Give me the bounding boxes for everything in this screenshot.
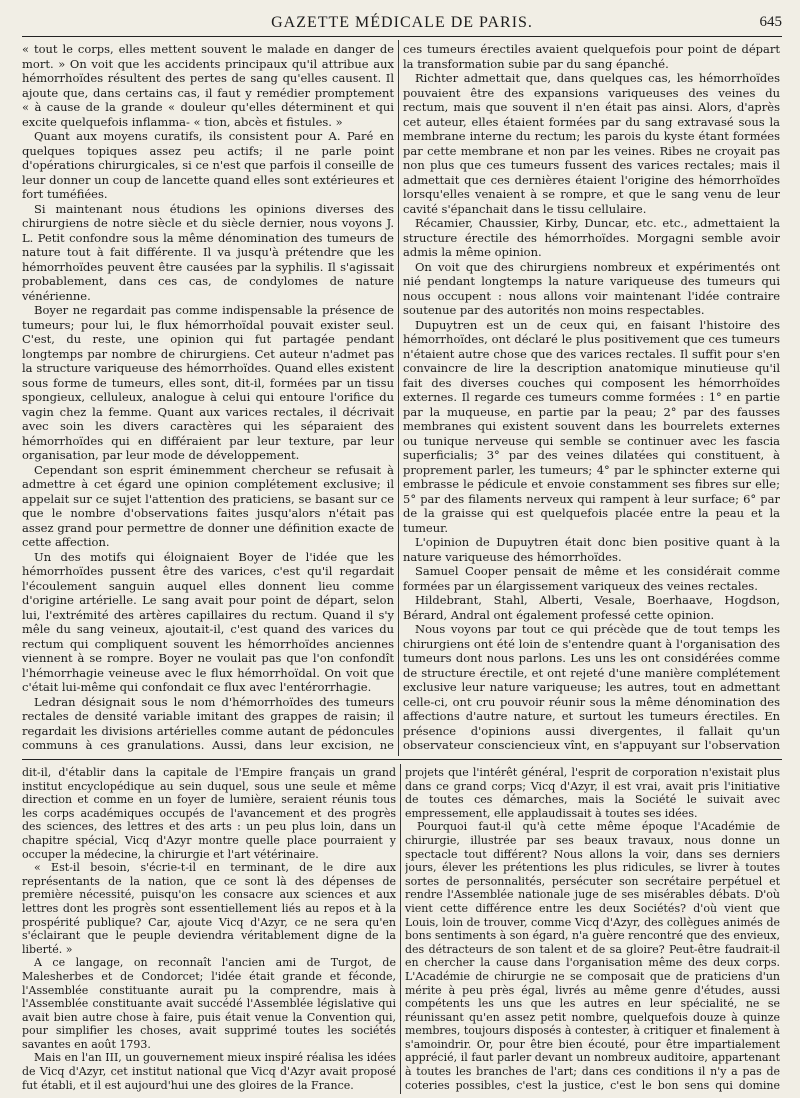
paragraph: « tout le corps, elles mettent souvent le malade en danger de mort. » On voit que les accidents principaux qu'il attribue aux hémorrhoïdes résultent des pertes de sang qu'elles causent. Il ajoute que, dans certains cas, il faut y remédier promptement « à cause de la grande « douleur qu'elles déterminent et qui excite quelquefois inflamma- « tion, abcès et fistules. »: [22, 42, 394, 129]
page-number: 645: [759, 14, 782, 30]
upper-left-column: [22, 42, 394, 754]
journal-title: GAZETTE MÉDICALE DE PARIS.: [271, 14, 533, 31]
paragraph: L'opinion de Dupuytren était donc bien positive quant à la nature variqueuse des hémorrhoïdes.: [403, 535, 780, 564]
paragraph: A ce langage, on reconnaît l'ancien ami de Turgot, de Malesherbes et de Condorcet; l'idée était grande et féconde, l'Assemblée constituante aurait pu la comprendre, mais à l'Assemblée constituante avait succédé l'Assemblée législative qui avait bien autre chose à faire, puis était venue la Convention qui, pour simplifier les choses, avait supprimé toutes les sociétés savantes en août 1793.: [22, 956, 396, 1051]
paragraph: Un des motifs qui éloignaient Boyer de l'idée que les hémorrhoïdes pussent être des varices, c'est qu'il regardait l'écoulement sanguin auquel elles donnent lieu comme d'origine artérielle. Le sang avait pour point de départ, selon lui, l'extrémité des artères capillaires du rectum. Quand il s'y mêle du sang veineux, ajoutait-il, c'est quand des varices du rectum qui compliquent souvent les hémorrhoïdes anciennes viennent à se rompre. Boyer ne voulait pas que l'on confondît l'hémorrhagie veineuse avec le flux hémorrhoïdal. On voit que c'était lui-même qui confondait ce flux avec l'entérorrhagie.: [22, 549, 394, 694]
paragraph: Mais en l'an III, un gouvernement mieux inspiré réalisa les idées de Vicq d'Azyr, cet institut national que Vicq d'Azyr avait proposé fut établi, et il est aujourd'hui une des gloires de la France.: [22, 1051, 396, 1092]
paragraph: projets que l'intérêt général, l'esprit de corporation n'existait plus dans ce grand corps; Vicq d'Azyr, il est vrai, avait pris l'initiative de toutes ces démarches, mais la Société le suivait avec empressement, elle applaudissait à toutes ses idées.: [405, 766, 780, 820]
lower-left-column: [22, 766, 396, 1092]
paragraph: Récamier, Chaussier, Kirby, Duncar, etc. etc., admettaient la structure érectile des hémorrhoïdes. Morgagni semble avoir admis la même opinion.: [403, 216, 780, 259]
paragraph: Dupuytren est un de ceux qui, en faisant l'histoire des hémorrhoïdes, ont déclaré le plus positivement que ces tumeurs n'étaient autre chose que des varices rectales. Il suffit pour s'en convaincre de lire la description anatomique minutieuse qu'il fait des diverses couches qui composent les hémorrhoïdes externes. Il regarde ces tumeurs comme formées : 1° en partie par la muqueuse, en partie par la peau; 2° par des fausses membranes qui existent souvent dans les bourrelets externes ou tunique nerveuse qui semble se continuer avec les fascia superficialis; 3° par des veines dilatées qui constituent, à proprement parler, les tumeurs; 4° par le sphincter externe qui embrasse le pédicule et envoie constamment ses fibres sur elle; 5° par des filaments nerveux qui rampent à leur surface; 6° par de la graisse qui est quelquefois placée entre la peau et la tumeur.: [403, 317, 780, 535]
column-divider-lower: [400, 764, 401, 1094]
section-separator: [22, 759, 782, 760]
column-divider: [398, 40, 399, 756]
paragraph: « Est-il besoin, s'écrie-t-il en terminant, de le dire aux représentants de la nation, que ce sont là des dépenses de première nécessité, puisqu'on les consacre aux sciences et aux lettres dont les progrès sont essentiellement liés au repos et à la prospérité publique? Car, ajoute Vicq d'Azyr, ce ne sera qu'en s'éclairant que le peuple deviendra véritablement digne de la liberté. »: [22, 861, 396, 956]
paragraph: On voit que des chirurgiens nombreux et expérimentés ont nié pendant longtemps la nature variqueuse des tumeurs qui nous occupent : nous allons voir maintenant l'idée contraire soutenue par des autorités non moins respectables.: [403, 259, 780, 317]
paragraph: Hildebrant, Stahl, Alberti, Vesale, Boerhaave, Hogdson, Bérard, Andral ont également professé cette opinion.: [403, 593, 780, 622]
header-rule: [22, 36, 782, 37]
paragraph: Nous voyons par tout ce qui précède que de tout temps les chirurgiens ont été loin de s'entendre quant à l'organisation des tumeurs dont nous parlons. Les uns les ont considérées comme de structure érectile, et ont rejeté d'une manière complétement exclusive leur nature variqueuse; les autres, tout en admettant celle-ci, ont cru pouvoir réunir sous la même dénomination des affections d'autre nature, et surtout les tumeurs érectiles. En présence d'opinions aussi divergentes, il fallait qu'un observateur consciencieux vînt, en s'appuyant sur l'observation: [403, 622, 780, 752]
paragraph: Ledran désignait sous le nom d'hémorrhoïdes des tumeurs rectales de densité variable imitant des grappes de raisin; il regardait les divisions artérielles comme autant de pédoncules communs à ces granulations. Aussi, dans leur excision, ne: [22, 694, 394, 752]
paragraph: dit-il, d'établir dans la capitale de l'Empire français un grand institut encyclopédique au sein duquel, sous une seule et même direction et comme en un foyer de lumière, seraient réunis tous les corps académiques occupés de l'avancement et des progrès des sciences, des lettres et des arts : un peu plus loin, dans un chapitre spécial, Vicq d'Azyr montre quelle place pourraient y occuper la médecine, la chirurgie et l'art vétérinaire.: [22, 766, 396, 861]
paragraph: Quant aux moyens curatifs, ils consistent pour A. Paré en quelques topiques assez peu actifs; il ne parle point d'opérations chirurgicales, si ce n'est que parfois il conseille de leur donner un coup de lancette quand elles sont extérieures et fort tuméfiées.: [22, 129, 394, 201]
paragraph: Si maintenant nous étudions les opinions diverses des chirurgiens de notre siècle et du siècle dernier, nous voyons J. L. Petit confondre sous la même dénomination des tumeurs de nature tout à fait différente. Il va jusqu'à prétendre que les hémorrhoïdes peuvent être causées par la syphilis. Il s'agissait probablement, dans ces cas, de condylomes de nature vénérienne.: [22, 201, 394, 303]
paragraph: Pourquoi faut-il qu'à cette même époque l'Académie de chirurgie, illustrée par ses beaux travaux, nous donne un spectacle tout différent? Nous allons la voir, dans ses derniers jours, élever les prétentions les plus ridicules, se livrer à toutes sortes de personnalités, persécuter son secrétaire perpétuel et rendre l'Assemblée nationale juge de ses misérables débats. D'où vient cette différence entre les deux Sociétés? d'où vient que Louis, loin de trouver, comme Vicq d'Azyr, des collègues animés de bons sentiments à son égard, n'a guère rencontré que des envieux, des détracteurs de son talent et de sa gloire? Peut-être faudrait-il en chercher la cause dans l'organisation même des deux corps. L'Académie de chirurgie ne se composait que de praticiens d'un mérite à peu près égal, livrés au même genre d'études, aussi compétents les uns que les autres en leur spécialité, ne se réunissant qu'en assez petit nombre, quelquefois douze à quinze membres, toujours disposés à contester, à critiquer et finalement à s'amoindrir. Or, pour être bien écouté, pour être impartialement apprécié, il faut parler devant un nombreux auditoire, appartenant à toutes les branches de l'art; dans ces conditions il n'y a pas de coteries possibles, c'est la justice, c'est le bon sens qui domine: [405, 820, 780, 1092]
paragraph: Richter admettait que, dans quelques cas, les hémorrhoïdes pouvaient être des expansions variqueuses des veines du rectum, mais que souvent il n'en était pas ainsi. Alors, d'après cet auteur, elles étaient formées par du sang extravasé sous la membrane interne du rectum; les parois du kyste étant formées par cette membrane et non par les veines. Ribes ne croyait pas non plus que ces tumeurs fussent des varices rectales; mais il admettait que ces dernières étaient l'origine des hémorrhoïdes lorsqu'elles venaient à se rompre, et que le sang venu de leur cavité s'épanchait dans le tissu cellulaire.: [403, 71, 780, 216]
upper-right-column: [403, 42, 780, 754]
paragraph: ces tumeurs érectiles avaient quelquefois pour point de départ la transformation subie par du sang épanché.: [403, 42, 780, 71]
lower-right-column: [405, 766, 780, 1092]
paragraph: Cependant son esprit éminemment chercheur se refusait à admettre à cet égard une opinion complétement exclusive; il appelait sur ce sujet l'attention des praticiens, se basant sur ce que le nombre d'observations faites jusqu'alors n'était pas assez grand pour permettre de donner une définition exacte de cette affection.: [22, 462, 394, 549]
paragraph: Samuel Cooper pensait de même et les considérait comme formées par un élargissement variqueux des veines rectales.: [403, 564, 780, 593]
paragraph: Boyer ne regardait pas comme indispensable la présence de tumeurs; pour lui, le flux hémorrhoïdal pouvait exister seul. C'est, du reste, une opinion qui fut partagée pendant longtemps par nombre de chirurgiens. Cet auteur n'admet pas la structure variqueuse des hémorrhoïdes. Quand elles existent sous forme de tumeurs, elles sont, dit-il, formées par un tissu spongieux, celluleux, analogue à celui qui entoure l'orifice du vagin chez la femme. Quant aux varices rectales, il décrivait avec soin les divers caractères qui les séparaient des hémorrhoïdes qui en différaient par leur texture, par leur organisation, par leur mode de développement.: [22, 303, 394, 462]
